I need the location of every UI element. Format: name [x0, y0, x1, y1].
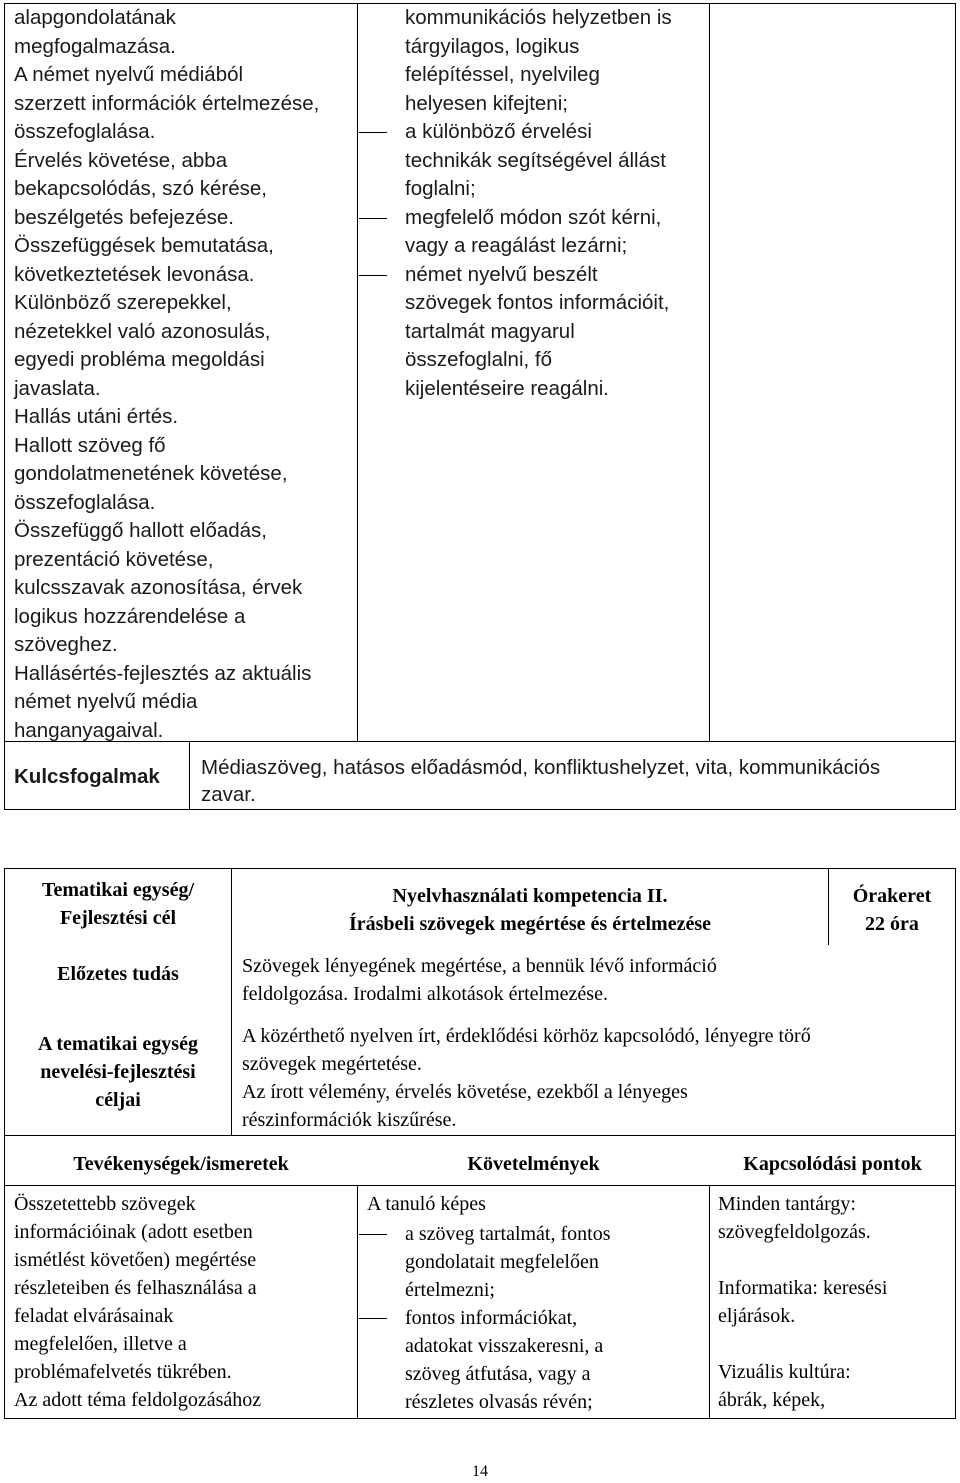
text-line: nevelési-fejlesztési — [40, 1061, 196, 1083]
connection-item — [718, 1358, 952, 1414]
text-line: nézetekkel való azonosulás, — [14, 319, 271, 343]
text-line: kulcsszavak azonosítása, érvek — [14, 576, 303, 599]
connection-item — [718, 1190, 952, 1246]
connection-line — [718, 1274, 952, 1302]
text-line: Összefüggő hallott előadás, — [14, 519, 267, 542]
text-line: felépítéssel, nyelvileg — [405, 63, 600, 86]
connection-text: szövegfeldolgozás. — [718, 1221, 871, 1243]
requirements-text — [367, 1190, 705, 1416]
text-line: logikus hozzárendelése a — [14, 604, 246, 628]
connection-subject: Vizuális kultúra: — [718, 1361, 851, 1383]
list-item-line: a szöveg tartalmát, fontos — [405, 1223, 611, 1245]
text-line: Különböző szerepekkel, — [14, 291, 232, 314]
text-line: összefoglalása. — [14, 490, 156, 514]
text-line: német nyelvű média — [14, 690, 198, 713]
text-line: kommunikációs helyzetben is — [405, 6, 672, 29]
text-line: bekapcsolódás, szó kérése, — [14, 177, 267, 200]
list-item-line: megfelelő módon szót kérni, — [405, 205, 662, 229]
text-line: gondolatmenetének követése, — [14, 462, 288, 485]
text-line: következtetések levonása. — [14, 262, 255, 286]
list-item-line: összefoglalni, fő — [405, 348, 553, 371]
text-line: Az írott vélemény, érvelés követése, ezekből a lényeges — [242, 1081, 688, 1103]
text-line: Tematikai egység/ — [41, 879, 195, 901]
text-line: információinak (adott esetben — [14, 1221, 253, 1243]
list-item-line: a különböző érvelési — [405, 120, 592, 143]
text-line: Írásbeli szövegek megértése és értelmezése — [348, 913, 712, 935]
orakeret-label: Órakeret — [852, 885, 932, 907]
text-line: Hallott szöveg fő — [14, 433, 166, 457]
text-line: megfelelően, illetve a — [14, 1333, 187, 1355]
celok-text — [242, 1022, 954, 1134]
list-item-line: szövegek fontos információit, — [405, 291, 670, 314]
text-line: tárgyilagos, logikus — [405, 34, 580, 58]
text-line: ismétlést követően) megértése — [14, 1249, 257, 1271]
thematic-unit-title — [232, 882, 828, 938]
text-line: hanganyagaival. — [14, 718, 164, 742]
connection-text: eljárások. — [718, 1305, 796, 1327]
text-line: A tematikai egység — [38, 1033, 198, 1055]
text-line: Médiaszöveg, hatásos előadásmód, konfliktushelyzet, vita, kommunikációs — [201, 756, 881, 779]
page-number: 14 — [472, 1463, 488, 1480]
kulcsfogalmak-text — [201, 754, 951, 808]
text-line: részinformációk kiszűrése. — [242, 1109, 457, 1131]
list-item-line: szöveg átfutása, vagy a — [405, 1363, 591, 1385]
text-line: Hallás utáni értés. — [14, 405, 179, 428]
text-line: szerzett információk értelmezése, — [14, 91, 320, 115]
elozetes-tudas-text — [242, 952, 952, 1008]
text-line: szöveghez. — [14, 633, 118, 656]
connection-text: ábrák, képek, — [718, 1389, 826, 1411]
req-intro: A tanuló képes — [367, 1193, 486, 1215]
text-line: alapgondolatának — [14, 6, 176, 29]
connection-line — [718, 1190, 952, 1218]
text-line: feladat elvárásainak — [14, 1305, 174, 1327]
text-line: A német nyelvű médiából — [14, 63, 244, 86]
list-item-line: adatokat visszakeresni, a — [405, 1335, 604, 1357]
kulcsfogalmak-label: Kulcsfogalmak — [14, 765, 160, 788]
text-line: helyesen kifejteni; — [405, 91, 568, 115]
list-item-line: gondolatait megfelelően — [405, 1251, 599, 1273]
list-item-line: vagy a reagálást lezárni; — [405, 234, 628, 257]
connection-subject: Minden tantárgy: — [718, 1193, 856, 1215]
list-item-line: tartalmát magyarul — [405, 319, 575, 343]
text-line: Hallásértés-fejlesztés az aktuális — [14, 661, 312, 685]
connections-text — [718, 1190, 952, 1442]
col-header-activities: Tevékenységek/ismeretek — [73, 1153, 289, 1175]
text-line: feldolgozása. Irodalmi alkotások értelmezése. — [242, 983, 608, 1005]
text-line: részleteiben és felhasználása a — [14, 1277, 257, 1299]
thematic-unit-label — [5, 876, 231, 932]
text-line: Összetettebb szövegek — [14, 1193, 196, 1215]
text-line: szövegek megértetése. — [242, 1053, 422, 1075]
col-header-connections: Kapcsolódási pontok — [743, 1153, 922, 1175]
list-item-line: értelmezni; — [405, 1279, 495, 1301]
text-line: Nyelvhasználati kompetencia II. — [392, 885, 668, 907]
celok-label — [5, 1030, 231, 1114]
text-line: prezentáció követése, — [14, 547, 214, 571]
connection-item — [718, 1274, 952, 1330]
orakeret-block — [829, 882, 955, 938]
list-item — [405, 118, 705, 204]
text-line: Fejlesztési cél — [59, 907, 177, 929]
text-line: A közérthető nyelven írt, érdeklődési körhöz kapcsolódó, lényegre törő — [242, 1025, 811, 1047]
connection-text: keresési — [817, 1277, 888, 1299]
text-line: Szövegek lényegének megértése, a bennük lévő információ — [242, 955, 717, 977]
list-item-line: részletes olvasás révén; — [405, 1391, 593, 1413]
text-line: Érvelés követése, abba — [14, 148, 228, 172]
activities-text-block — [14, 4, 354, 745]
activities-text — [14, 1190, 354, 1414]
text-line: megfogalmazása. — [14, 34, 176, 58]
text-line: beszélgetés befejezése. — [14, 205, 234, 229]
col-header-requirements: Követelmények — [467, 1153, 600, 1175]
list-item-line: technikák segítségével állást — [405, 148, 666, 172]
connection-subject: Informatika: — [718, 1277, 818, 1299]
text-line: céljai — [95, 1089, 141, 1111]
list-item — [405, 1220, 705, 1304]
list-item-line: foglalni; — [405, 177, 476, 200]
list-item-line: német nyelvű beszélt — [405, 262, 598, 286]
text-line: zavar. — [201, 783, 256, 806]
orakeret-value: 22 óra — [865, 913, 919, 935]
text-line: javaslata. — [14, 376, 101, 400]
text-line: Összefüggések bemutatása, — [14, 234, 274, 257]
text-line: problémafelvetés tükrében. — [14, 1361, 232, 1383]
list-item-line: fontos információkat, — [405, 1307, 578, 1329]
text-line: összefoglalása. — [14, 120, 156, 143]
list-item-line: kijelentéseire reagálni. — [405, 376, 609, 400]
list-item — [405, 1304, 705, 1416]
requirements-text-block — [405, 4, 705, 403]
elozetes-tudas-label: Előzetes tudás — [57, 963, 179, 985]
text-line: Az adott téma feldolgozásához — [14, 1389, 262, 1411]
list-item — [405, 204, 705, 261]
text-line: egyedi probléma megoldási — [14, 348, 265, 371]
list-item — [405, 261, 705, 404]
connection-line — [718, 1358, 952, 1386]
